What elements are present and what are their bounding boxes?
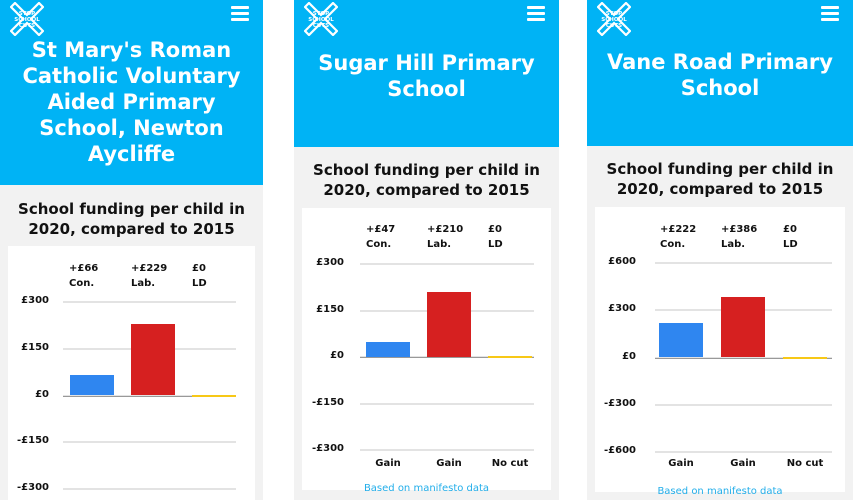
logo-text: STOP: [605, 11, 623, 17]
x-category-label: No cut: [786, 458, 824, 469]
bar-ld: [192, 395, 236, 397]
con-value-label: +£66 Con.: [69, 263, 99, 289]
y-tick-label: £0: [622, 350, 636, 362]
chart-card: [302, 208, 551, 494]
y-tick-label: -£150: [17, 435, 49, 447]
logo-text: CUTS: [312, 23, 330, 29]
x-category-label: No cut: [491, 458, 529, 469]
section-title: School funding per child in 2020, compared to 2015: [313, 161, 540, 199]
manifesto-note-link[interactable]: Based on manifesto data: [363, 483, 490, 494]
con-value-label: +£222 Con.: [660, 224, 697, 250]
y-tick-label: -£150: [312, 396, 344, 408]
ld-value-label: £0 LD: [192, 263, 207, 289]
bar-lab: [721, 297, 765, 358]
gridline: [360, 263, 534, 265]
x-category-label: Gain: [375, 458, 401, 469]
ld-value-label: £0 LD: [783, 224, 798, 250]
con-value-label: +£47 Con.: [366, 224, 396, 250]
logo-text: STOP: [18, 11, 36, 17]
lab-value-label: +£210 Lab.: [427, 224, 464, 250]
logo-text: STOP: [312, 11, 330, 17]
gridline: [360, 403, 534, 405]
bar-lab: [131, 324, 175, 395]
stop-school-cuts-logo-icon[interactable]: [10, 2, 44, 36]
school-header: [0, 0, 263, 185]
logo-text: SCHOOL: [308, 17, 334, 23]
y-tick-label: £150: [316, 303, 344, 315]
y-tick-label: £600: [608, 256, 636, 267]
y-tick-label: -£300: [312, 443, 344, 454]
gridline: [360, 449, 534, 451]
manifesto-note-link[interactable]: Based on manifesto data: [657, 486, 783, 497]
y-tick-label: -£300: [17, 482, 49, 493]
gridline: [63, 441, 236, 443]
hamburger-menu-icon[interactable]: [821, 6, 839, 20]
stop-school-cuts-logo-icon[interactable]: [304, 2, 338, 36]
hamburger-menu-icon[interactable]: [231, 6, 249, 20]
hamburger-menu-icon[interactable]: [527, 6, 545, 20]
logo-text: CUTS: [605, 23, 623, 29]
gridline: [63, 488, 236, 490]
y-tick-label: -£600: [604, 445, 636, 456]
bar-ld: [488, 356, 532, 358]
school-panel-2: [294, 0, 559, 500]
stop-school-cuts-logo-icon[interactable]: [597, 2, 631, 36]
lab-value-label: +£386 Lab.: [721, 224, 758, 250]
school-panel-1: [0, 0, 263, 500]
school-name: St Mary's Roman Catholic Voluntary Aided Primary School, Newton Aycliffe: [22, 38, 241, 166]
y-tick-label: £300: [316, 257, 344, 268]
gridline: [655, 404, 832, 406]
school-header: [587, 0, 853, 146]
chart-card: [595, 207, 845, 497]
school-name: Sugar Hill Primary School: [318, 51, 535, 101]
bar-lab: [427, 292, 471, 357]
bar-con: [659, 323, 703, 358]
x-category-label: Gain: [436, 458, 462, 469]
logo-text: SCHOOL: [601, 17, 627, 23]
ld-value-label: £0 LD: [488, 224, 503, 250]
section-title: School funding per child in 2020, compared to 2015: [606, 160, 834, 198]
x-category-label: Gain: [668, 458, 694, 469]
y-tick-label: £300: [21, 295, 49, 306]
chart-card: [8, 246, 255, 500]
bar-con: [366, 342, 410, 357]
y-tick-label: £0: [330, 350, 344, 361]
lab-value-label: +£229 Lab.: [131, 263, 168, 289]
school-header: [294, 0, 559, 147]
y-tick-label: £0: [35, 388, 49, 400]
school-name: Vane Road Primary School: [607, 50, 833, 100]
gridline: [63, 301, 236, 303]
y-tick-label: -£300: [604, 397, 636, 409]
logo-text: CUTS: [18, 23, 36, 29]
y-tick-label: £300: [608, 303, 636, 315]
gridline: [655, 451, 832, 453]
bar-con: [70, 375, 114, 396]
gridline: [655, 262, 832, 264]
section-title: School funding per child in 2020, compared to 2015: [18, 200, 245, 238]
y-tick-label: £150: [21, 341, 49, 353]
bar-ld: [783, 357, 827, 359]
x-category-label: Gain: [730, 458, 756, 469]
school-panel-3: [587, 0, 853, 500]
logo-text: SCHOOL: [14, 17, 40, 23]
